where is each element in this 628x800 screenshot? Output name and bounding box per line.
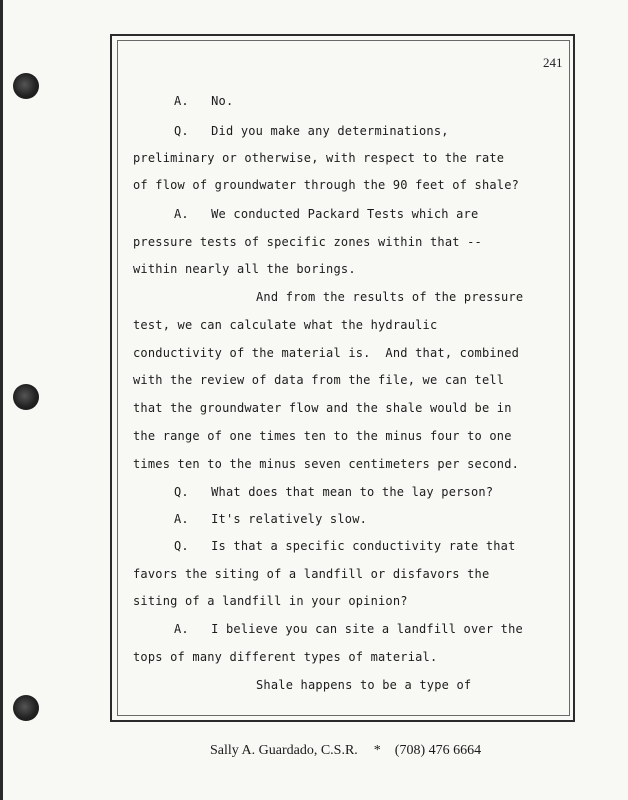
transcript-line: within nearly all the borings. [133,262,356,276]
transcript-line: with the review of data from the file, we can tell [133,373,505,387]
transcript-line: And from the results of the pressure [256,290,524,304]
transcript-line: times ten to the minus seven centimeters per second. [133,457,520,471]
binder-hole-middle [13,384,39,410]
binder-hole-top [13,73,39,99]
transcript-line: preliminary or otherwise, with respect to the rate [133,151,505,165]
reporter-name: Sally A. Guardado, C.S.R. [210,743,358,758]
transcript-line: Q. Is that a specific conductivity rate that [174,539,516,553]
footer-separator: * [373,743,381,758]
transcript-line: the range of one times ten to the minus four to one [133,429,512,443]
transcript-line: favors the siting of a landfill or disfavors the [133,567,490,581]
binder-hole-bottom [13,695,39,721]
page-edge [0,0,3,800]
transcript-line: conductivity of the material is. And that, combined [133,346,520,360]
transcript-line: of flow of groundwater through the 90 feet of shale? [133,178,520,192]
transcript-line: A. It's relatively slow. [174,512,368,526]
transcript-line: A. I believe you can site a landfill over the [174,622,523,636]
transcript-line: tops of many different types of material. [133,650,438,664]
transcript-line: Q. What does that mean to the lay person? [174,485,494,499]
transcript-line: Shale happens to be a type of [256,678,472,692]
transcript-line: pressure tests of specific zones within that -- [133,235,482,249]
transcript-line: A. No. [174,94,234,108]
reporter-phone: (708) 476 6664 [394,743,482,758]
page-number: 241 [543,55,563,70]
transcript-line: Q. Did you make any determinations, [174,124,449,138]
transcript-line: A. We conducted Packard Tests which are [174,207,479,221]
transcript-line: test, we can calculate what the hydraulic [133,318,438,332]
transcript-line: that the groundwater flow and the shale would be in [133,401,512,415]
reporter-footer [210,743,481,759]
transcript-line: siting of a landfill in your opinion? [133,594,408,608]
